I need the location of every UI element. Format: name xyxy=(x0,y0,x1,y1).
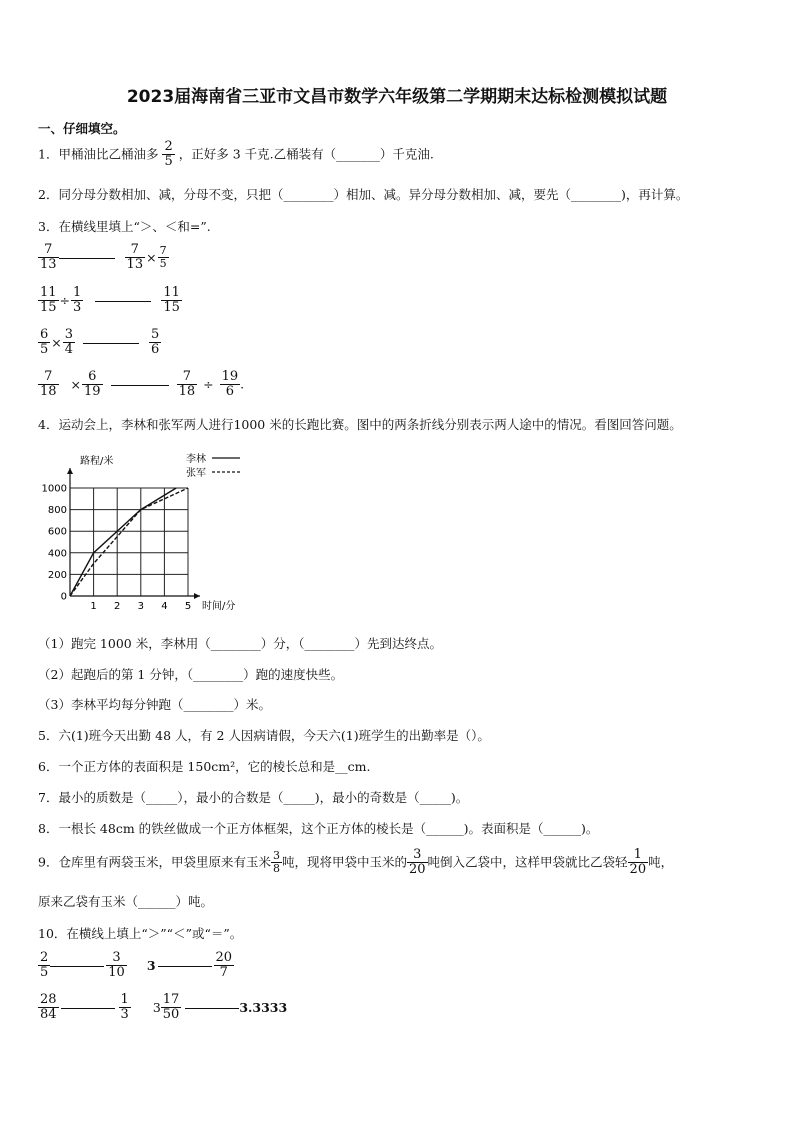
chart-ticks xyxy=(42,454,236,612)
answer-blank[interactable] xyxy=(158,966,212,967)
y-axis-label: 路程/米 xyxy=(80,456,114,467)
question-2: 2．同分母分数相加、减，分母不变，只把（________）相加、减。异分母分数相加、减，要先（________)，再计算。 xyxy=(38,187,689,202)
question-8: 8．一根长 48cm 的铁丝做成一个正方体框架，这个正方体的棱长是（______)。表面积是（______)。 xyxy=(38,821,599,836)
question-9-line-2: 原来乙袋有玉米（______）吨。 xyxy=(38,894,214,909)
question-text: ，正好多 3 千克.乙桶装有（_______）千克油. xyxy=(178,146,434,162)
origin-label: 0 xyxy=(60,591,67,603)
section-heading: 一、仔细填空。 xyxy=(38,121,126,136)
compare-row-q10-1: $\frac{2}{5}$ $\frac{3}{10}$ 3 $\frac{20}{7}$ xyxy=(40,950,233,981)
question-1 xyxy=(38,140,434,170)
x-tick-label: 2 xyxy=(114,601,121,612)
x-tick-label: 5 xyxy=(184,601,192,612)
legend-label: 张军 xyxy=(186,468,206,479)
line-chart xyxy=(34,448,264,620)
x-tick-label: 3 xyxy=(137,601,144,612)
answer-blank[interactable] xyxy=(59,258,115,259)
compare-row-q10-2: $\frac{28}{84}$ $\frac{1}{3}$ 3 $\frac{17}{50}$ 3.3333 xyxy=(40,992,288,1023)
compare-row-1: $\frac{7}{13}$ $\frac{7}{13}$ × $\frac{7}{5}$ xyxy=(40,242,167,273)
x-axis-label: 时间/分 xyxy=(202,601,236,612)
y-tick-label: 800 xyxy=(47,505,67,517)
x-axis-arrow xyxy=(194,593,200,599)
legend-label: 李林 xyxy=(186,454,206,465)
compare-row-2: $\frac{11}{15}$ ÷ $\frac{1}{3}$ $\frac{11}{15}$ xyxy=(40,285,180,316)
question-10: 10．在横线上填上“＞”“＜”或“＝”。 xyxy=(38,926,243,941)
question-3: 3．在横线里填上“＞、＜和=”. xyxy=(38,219,211,234)
series-line-zhangjun xyxy=(70,488,188,596)
y-axis-arrow xyxy=(67,468,73,474)
question-5: 5．六(1)班今天出勤 48 人，有 2 人因病请假，今天六(1)班学生的出勤率是（）。 xyxy=(38,728,490,743)
question-text: 甲桶油比乙桶油多 xyxy=(58,146,159,162)
answer-blank[interactable] xyxy=(111,385,169,386)
x-tick-label: 4 xyxy=(161,601,168,612)
series-line-lilin xyxy=(70,488,176,596)
answer-blank[interactable] xyxy=(83,343,139,344)
question-4-sub-1: （1）跑完 1000 米，李林用（________）分，（________）先到达终点。 xyxy=(38,636,442,651)
question-6: 6．一个正方体的表面积是 150cm²，它的棱长总和是__cm. xyxy=(38,759,371,774)
answer-blank[interactable] xyxy=(61,1008,115,1009)
page-title: 2023届海南省三亚市文昌市数学六年级第二学期期末达标检测模拟试题 xyxy=(126,87,668,107)
question-number: 1． xyxy=(38,146,59,162)
answer-blank[interactable] xyxy=(95,301,151,302)
fraction: $\frac{2}{5}$ xyxy=(164,139,173,170)
chart-lines xyxy=(70,488,188,596)
compare-row-3: $\frac{6}{5}$ × $\frac{3}{4}$ $\frac{5}{6}$ xyxy=(40,327,160,358)
y-tick-label: 600 xyxy=(47,526,67,538)
chart-legend xyxy=(186,452,240,479)
question-4-sub-3: （3）李林平均每分钟跑（________）米。 xyxy=(38,697,271,712)
question-7: 7．最小的质数是（_____），最小的合数是（_____)，最小的奇数是（_____)。 xyxy=(38,790,469,805)
question-4-sub-2: （2）起跑后的第 1 分钟，（________）跑的速度快些。 xyxy=(38,667,344,682)
chart-grid xyxy=(70,488,188,596)
compare-row-4: $\frac{7}{18}$ × $\frac{6}{19}$ $\frac{7}{18}$ ÷ $\frac{19}{6}$ . xyxy=(40,369,245,400)
answer-blank[interactable] xyxy=(185,1008,239,1009)
question-9: 9．仓库里有两袋玉米，甲袋里原来有玉米 $\frac{3}{8}$ 吨，现将甲袋中玉米的 $\frac{3}{20}$ 吨倒入乙袋中，这样甲袋就比乙袋轻 $\frac{1}{20}$ 吨， xyxy=(38,847,674,878)
y-tick-label: 200 xyxy=(47,569,67,581)
y-tick-label: 1000 xyxy=(41,483,67,495)
x-tick-label: 1 xyxy=(90,601,97,612)
question-4: 4．运动会上，李林和张军两人进行1000 米的长跑比赛。图中的两条折线分别表示两人途中的情况。看图回答问题。 xyxy=(38,417,682,432)
answer-blank[interactable] xyxy=(50,966,104,967)
y-tick-label: 400 xyxy=(47,548,67,560)
